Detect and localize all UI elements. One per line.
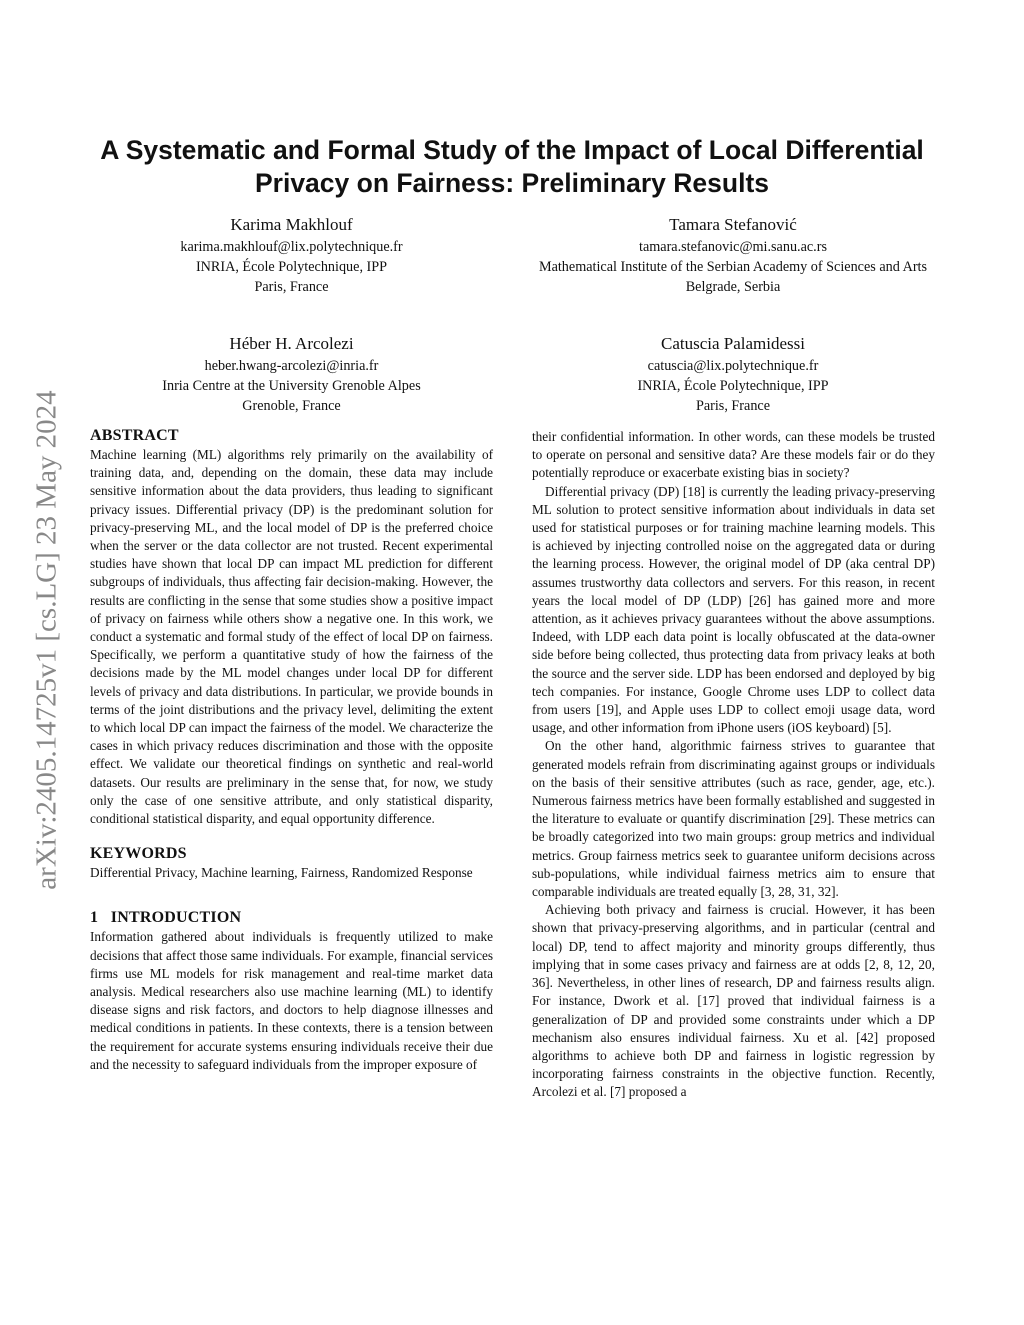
introduction-heading: 1 INTRODUCTION (90, 909, 242, 927)
author-location: Paris, France (695, 398, 771, 414)
left-column (90, 426, 493, 1074)
author-affiliation: INRIA, École Polytechnique, IPP (195, 259, 388, 275)
author-affiliation: Mathematical Institute of the Serbian Academy of Sciences and Arts (538, 259, 928, 275)
intro-paragraph: Information gathered about individuals is frequently utilized to make decisions that affect those same individuals. For example, financial services firms use ML models for risk management and real-time market data analysis. Medical researchers also use machine learning (ML) to identify disease signs and risk factors, and doctors to help diagnose illnesses and medical conditions in patients. In these contexts, there is a tension between the requirement for accurate systems ensuring individuals receive their due and the necessity to safeguard individuals from the improper exposure of (90, 929, 493, 1072)
intro-paragraph: On the other hand, algorithmic fairness strives to guarantee that generated models refrain from discriminating against groups or individuals on the basis of their sensitive attributes (such as race, gender, age, etc.). Numerous fairness metrics have been formally established and suggested in the literature to evaluate or quantify discrimination [29]. These metrics can be broadly categorized into two main groups: group metrics and individual metrics. Group fairness metrics seek to guarantee uniform decisions across sub-populations, while individual fairness metrics aim to ensure that comparable individuals are treated equally [3, 28, 31, 32]. (532, 738, 935, 900)
author-name: Catuscia Palamidessi (660, 334, 805, 353)
right-column (532, 428, 935, 1102)
intro-paragraph: their confidential information. In other words, can these models be trusted to operate on personal and sensitive data? Are these models fair or do they potentially reproduce or exacerbate existing bias in society? (532, 429, 935, 481)
author-location: Grenoble, France (242, 398, 341, 414)
author-location: Paris, France (254, 279, 329, 295)
author-name: Tamara Stefanović (669, 215, 797, 234)
paper-title: A Systematic and Formal Study of the Impact of Local Differential Privacy on Fairness: Preliminary Results (100, 135, 924, 198)
author-name: Héber H. Arcolezi (229, 334, 354, 353)
abstract-text: Machine learning (ML) algorithms rely primarily on the availability of training data, and, depending on the domain, these data may include sensitive information about the data providers, thus leading to significant privacy issues. Differential privacy (DP) is the predominant solution for privacy-preserving ML, and the local model of DP is the preferred choice when the server or the data collector are not trusted. Recent experimental studies have shown that local DP can impact ML prediction for different subgroups of individuals, thus affecting fair decision-making. However, the results are conflicting in the sense that some studies show a positive impact of privacy on fairness while others show a negative one. In this work, we conduct a systematic and formal study of the effect of local DP on fairness. Specifically, we perform a quantitative study of how the fairness of the decisions made by the ML model changes under local DP for different levels of privacy and data distributions. In particular, we provide bounds in terms of the joint distributions and the privacy level, delimiting the extent to which local DP can impact the fairness of the model. We characterize the cases in which privacy reduces discrimination and those with the opposite effect. We validate our theoretical findings on synthetic and real-world datasets. Our results are preliminary in the sense that, for now, we study only the case of one sensitive attribute, and only statistical disparity, conditional statistical disparity, and equal opportunity difference. (90, 447, 493, 827)
intro-paragraph: Differential privacy (DP) [18] is currently the leading privacy-preserving ML solution to protect sensitive information about individuals in data set used for statistical purposes or for training machine learning models. This is achieved by injecting controlled noise on the aggregated data or during the learning process. However, the original model of DP (aka central DP) assumes trustworthy data collectors and servers. For this reason, in recent years the local model of DP (LDP) [26] has gained more and more attention, as it achieves privacy guarantees without the above assumptions. Indeed, with LDP each data point is locally obfuscated at the data-owner side before being collected, thus protecting data from privacy leaks at both the source and the server side. LDP has been endorsed and deployed by big tech companies. For instance, Google Chrome uses LDP to collect data from users [19], and Apple uses LDP to collect emoji usage data, word usage, and other information from iPhone users (iOS keyboard) [5]. (532, 483, 935, 736)
author-location: Belgrade, Serbia (685, 279, 781, 295)
arxiv-identifier: arXiv:2405.14725v1 [cs.LG] 23 May 2024 (30, 390, 63, 890)
author-block (510, 332, 956, 416)
author-email[interactable]: catuscia@lix.polytechnique.fr (647, 358, 819, 374)
author-name: Karima Makhlouf (230, 215, 353, 234)
author-email[interactable]: tamara.stefanovic@mi.sanu.ac.rs (639, 239, 827, 255)
author-block (90, 332, 493, 416)
keywords-text: Differential Privacy, Machine learning, Fairness, Randomized Response (90, 865, 473, 881)
intro-paragraph: Achieving both privacy and fairness is crucial. However, it has been shown that privacy-preserving algorithms, and in particular (central and local) DP, tend to affect majority and minority groups differently, thus implying that in some cases privacy and fairness are at odds [2, 8, 12, 20, 36]. Nevertheless, in other lines of research, DP and fairness results align. For instance, Dwork et al. [17] proved that individual fairness is a generalization of DP and provided some constraints under which a DP mechanism also ensures individual fairness. Xu et al. [42] proposed algorithms to achieve both DP and fairness in logistic regression by incorporating fairness constraints in the objective function. Recently, Arcolezi et al. [7] proposed a (532, 902, 935, 1100)
author-block (510, 213, 956, 297)
author-email[interactable]: karima.makhlouf@lix.polytechnique.fr (180, 239, 403, 255)
keywords-heading: KEYWORDS (90, 845, 187, 863)
author-affiliation: INRIA, École Polytechnique, IPP (637, 378, 829, 394)
author-block (90, 213, 493, 297)
author-email[interactable]: heber.hwang-arcolezi@inria.fr (204, 358, 379, 374)
author-affiliation: Inria Centre at the University Grenoble Alpes (162, 378, 421, 394)
abstract-heading: ABSTRACT (90, 427, 179, 444)
